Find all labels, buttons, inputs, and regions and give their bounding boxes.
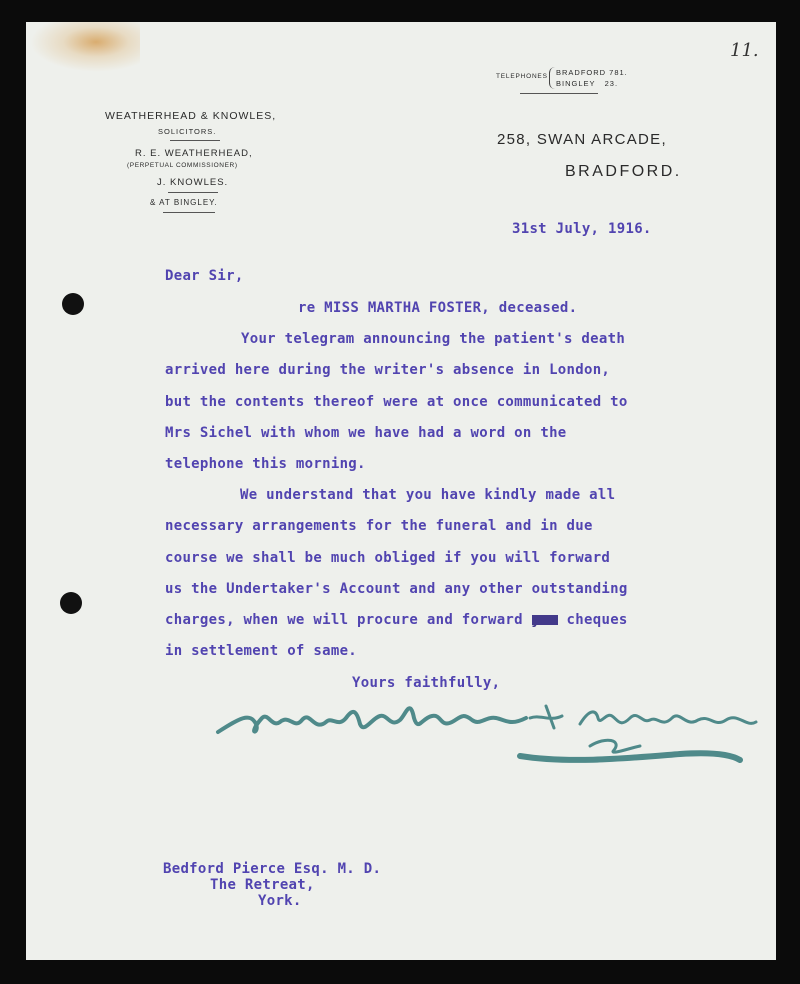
folio-number: 11. xyxy=(730,40,759,61)
telephones-label: TELEPHONES xyxy=(496,73,548,80)
body-line: necessary arrangements for the funeral and in due xyxy=(165,518,593,534)
address-line-1: 258, SWAN ARCADE, xyxy=(497,131,667,148)
letter-date: 31st July, 1916. xyxy=(512,221,652,237)
recipient-address-line: York. xyxy=(258,893,302,909)
telephones-brace xyxy=(549,67,556,89)
body-line: in settlement of same. xyxy=(165,643,358,659)
salutation: Dear Sir, xyxy=(165,268,244,284)
body-line: course we shall be much obliged if you will forward xyxy=(165,550,611,566)
partner-2: J. KNOWLES. xyxy=(157,177,229,188)
punch-hole-top xyxy=(62,293,84,315)
body-line-start: charges, when we will procure and forward xyxy=(165,612,523,628)
branch-office: & AT BINGLEY. xyxy=(150,198,218,207)
firm-profession: SOLICITORS. xyxy=(158,127,217,136)
subject-line: re MISS MARTHA FOSTER, deceased. xyxy=(298,300,578,316)
letterhead-divider xyxy=(168,192,218,193)
body-line xyxy=(165,612,628,628)
telephones-divider xyxy=(520,93,598,94)
body-line: but the contents thereof were at once communicated to xyxy=(165,394,628,410)
body-line: telephone this morning. xyxy=(165,456,366,472)
body-line: Your telegram announcing the patient's death xyxy=(241,331,626,347)
address-line-2: BRADFORD. xyxy=(565,163,682,180)
body-line: Mrs Sichel with whom we have had a word on the xyxy=(165,425,567,441)
partner-1: R. E. WEATHERHEAD, xyxy=(135,148,253,159)
paper-stain xyxy=(30,22,140,72)
handwritten-signature xyxy=(210,688,770,778)
partner-1-note: (PERPETUAL COMMISSIONER) xyxy=(127,162,238,169)
struck-out-word: you xyxy=(531,612,558,628)
letterhead-divider xyxy=(163,212,215,213)
recipient-address-line: The Retreat, xyxy=(210,877,315,893)
telephone-bradford: BRADFORD 781. xyxy=(556,68,628,77)
body-line: us the Undertaker's Account and any other outstanding xyxy=(165,581,628,597)
body-line: arrived here during the writer's absence in London, xyxy=(165,362,611,378)
recipient-name: Bedford Pierce Esq. M. D. xyxy=(163,861,382,877)
body-line-end: cheques xyxy=(566,612,628,628)
letterhead-divider xyxy=(170,140,220,141)
punch-hole-bottom xyxy=(60,592,82,614)
telephone-bingley: BINGLEY 23. xyxy=(556,79,619,88)
body-line: We understand that you have kindly made all xyxy=(240,487,616,503)
closing: Yours faithfully, xyxy=(352,675,501,691)
firm-name: WEATHERHEAD & KNOWLES, xyxy=(105,110,277,122)
